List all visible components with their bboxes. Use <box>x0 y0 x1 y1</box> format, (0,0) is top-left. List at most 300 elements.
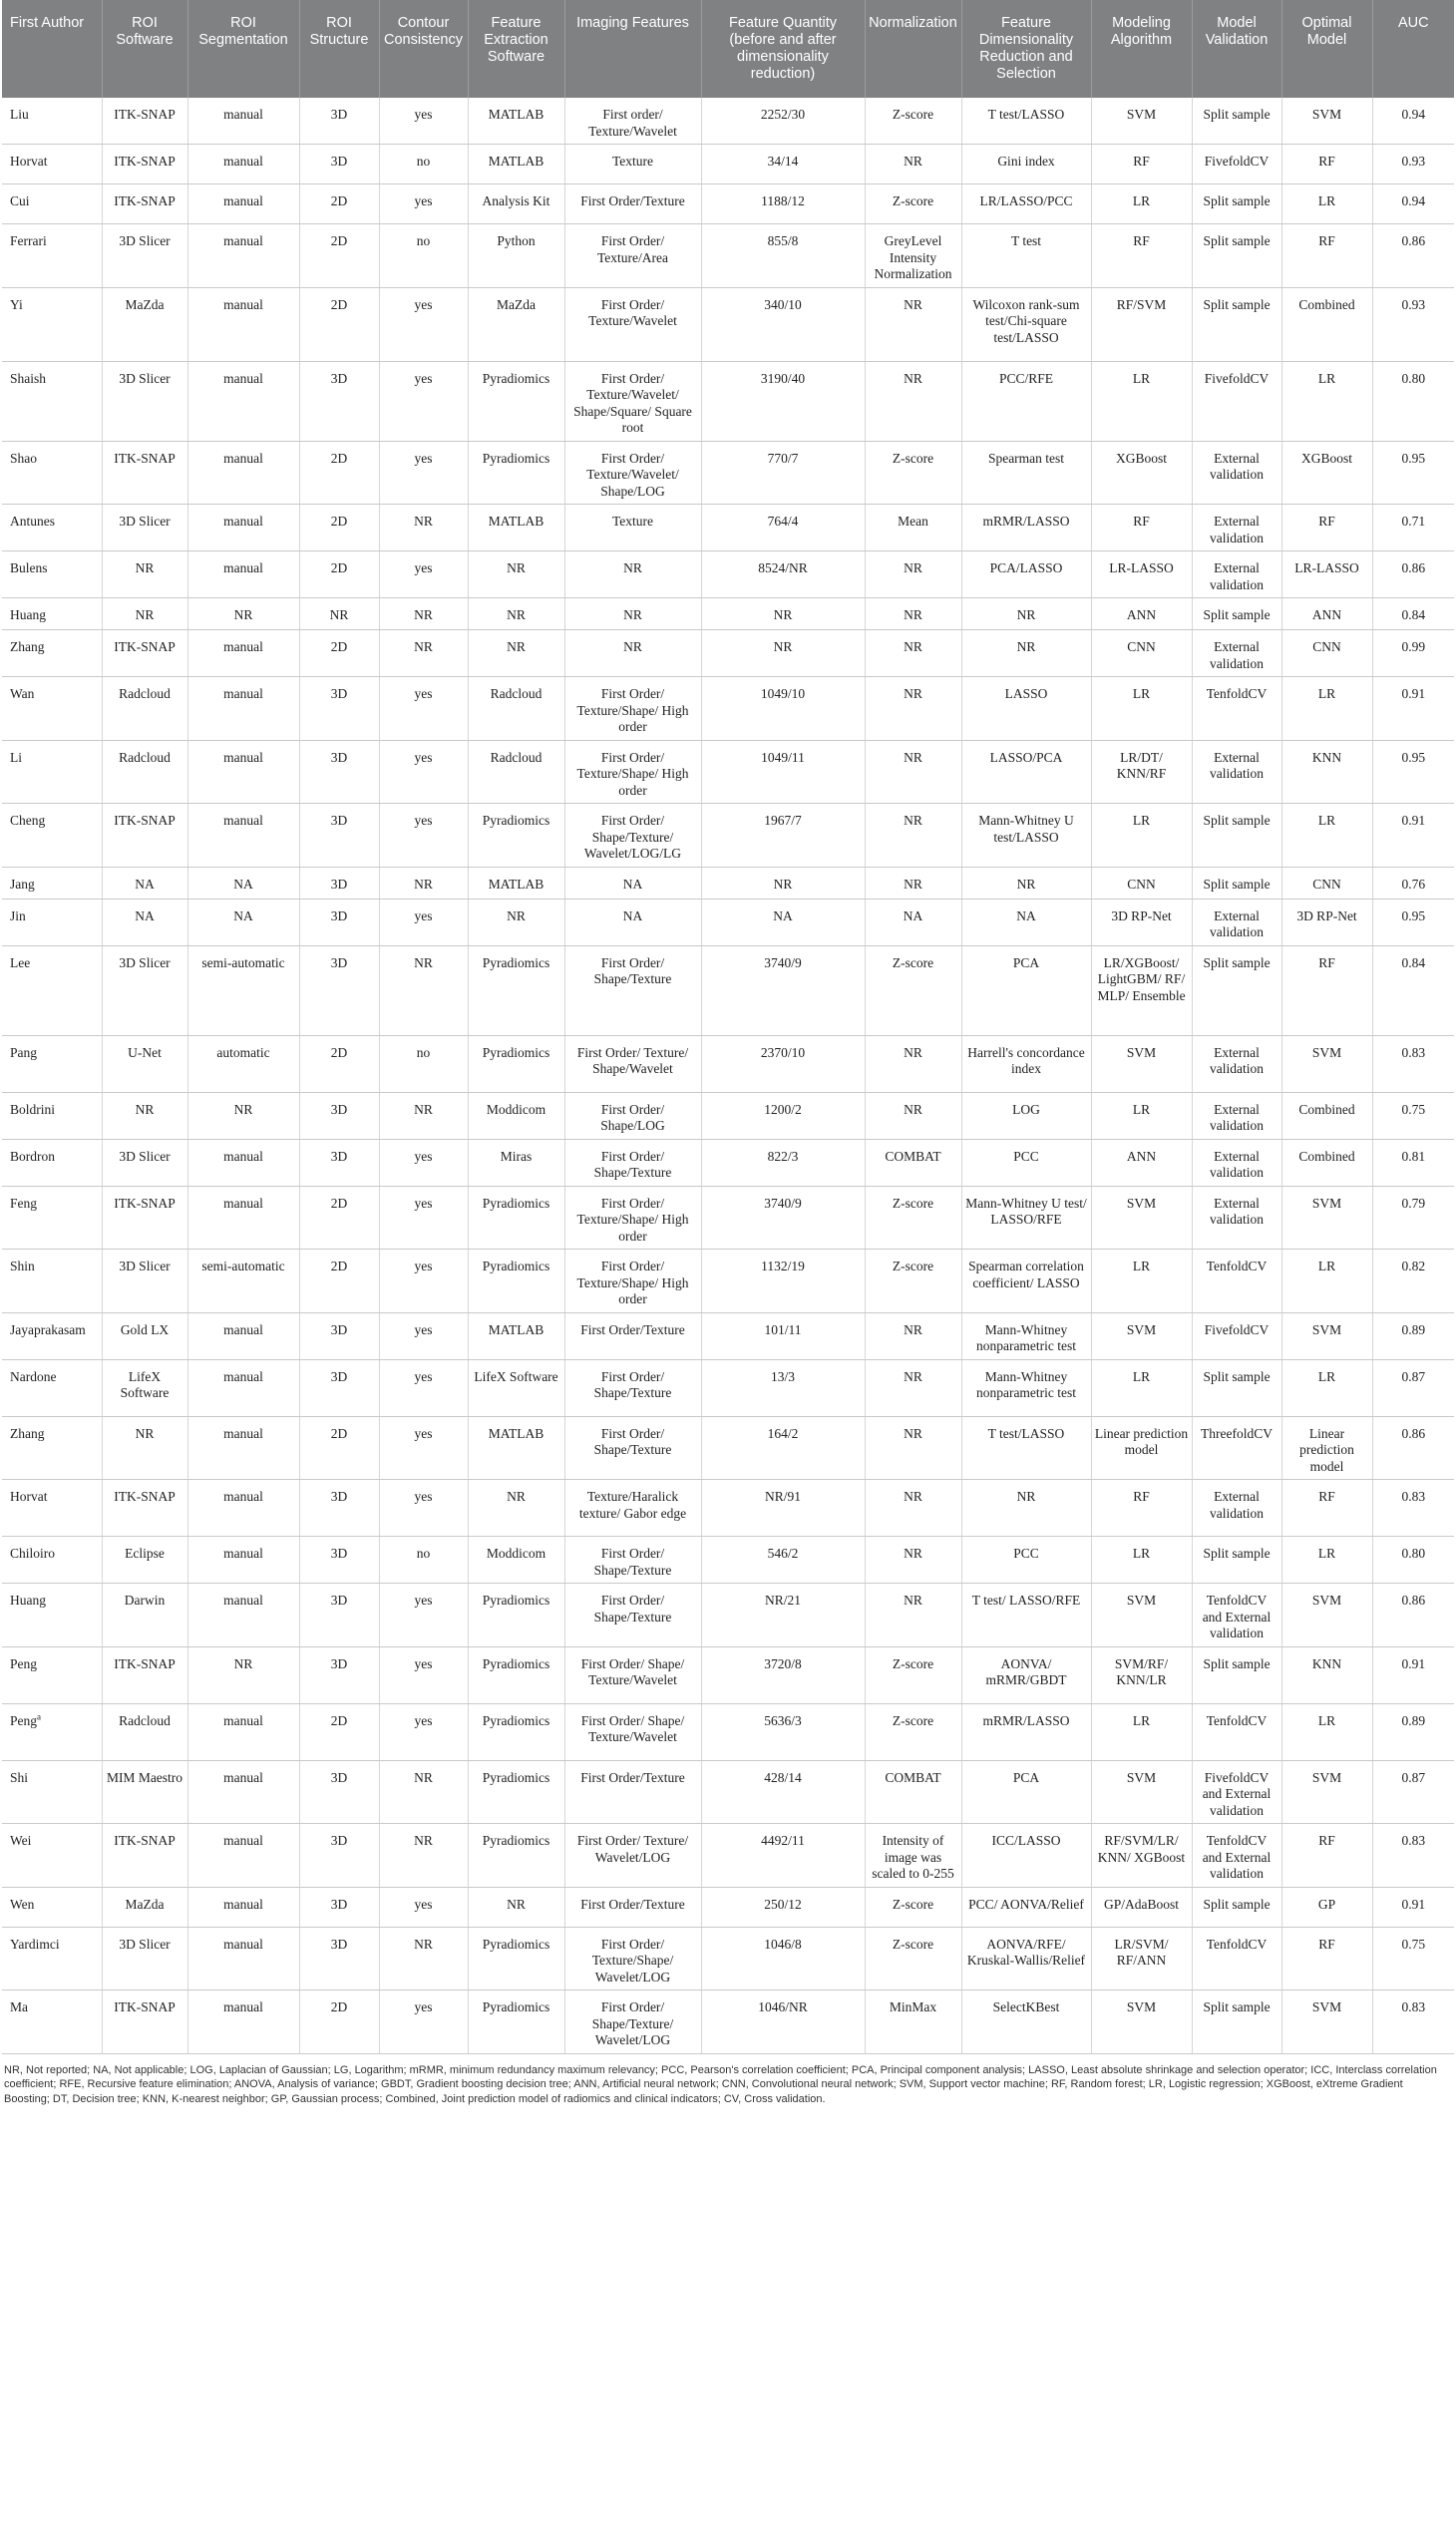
table-cell: SVM <box>1091 1186 1192 1250</box>
table-cell: ITK-SNAP <box>102 630 187 677</box>
table-cell: 0.83 <box>1372 1990 1454 2054</box>
table-cell: NR <box>865 551 961 598</box>
table-cell: Pyradiomics <box>468 1990 564 2054</box>
table-cell: 5636/3 <box>701 1703 865 1760</box>
table-cell: Z-score <box>865 184 961 224</box>
table-cell: 1188/12 <box>701 184 865 224</box>
table-cell: First Order/ Texture/Wavelet <box>564 287 701 361</box>
table-cell: 2D <box>299 1035 379 1092</box>
table-cell: yes <box>379 1416 468 1480</box>
table-cell: Spearman correlation coefficient/ LASSO <box>961 1250 1091 1313</box>
table-cell: manual <box>187 1537 299 1584</box>
table-cell: Split sample <box>1192 98 1281 145</box>
table-cell: NR <box>187 1092 299 1139</box>
table-cell: XGBoost <box>1091 441 1192 505</box>
table-cell: 3D Slicer <box>102 1927 187 1990</box>
table-cell: Z-score <box>865 1887 961 1927</box>
table-cell: KNN <box>1281 1646 1372 1703</box>
table-cell: LOG <box>961 1092 1091 1139</box>
table-header <box>2 0 1454 98</box>
table-cell: Pyradiomics <box>468 1584 564 1647</box>
table-cell: NR/91 <box>701 1480 865 1537</box>
table-cell: yes <box>379 740 468 804</box>
table-cell: SVM <box>1281 1990 1372 2054</box>
table-container <box>2 0 1454 2106</box>
table-cell: 2D <box>299 505 379 551</box>
column-header: Model Validation <box>1192 0 1281 98</box>
table-cell: manual <box>187 1584 299 1647</box>
table-row <box>2 287 1454 361</box>
table-cell: Moddicom <box>468 1537 564 1584</box>
table-cell: Shi <box>2 1760 102 1824</box>
table-cell: 101/11 <box>701 1312 865 1359</box>
table-cell: Mann-Whitney U test/LASSO <box>961 804 1091 868</box>
table-cell: Feng <box>2 1186 102 1250</box>
table-cell: 3D <box>299 1887 379 1927</box>
table-cell: First Order/ Texture/Shape/ Wavelet/LOG <box>564 1927 701 1990</box>
table-cell: Li <box>2 740 102 804</box>
table-cell: 3D <box>299 1139 379 1186</box>
table-cell: yes <box>379 361 468 441</box>
table-cell: External validation <box>1192 740 1281 804</box>
table-cell: 3D Slicer <box>102 224 187 288</box>
table-footnote: NR, Not reported; NA, Not applicable; LOG, Laplacian of Gaussian; LG, Logarithm; mRMR, minimum redundancy maximum relevancy; PCC, Pearson's correlation coefficient; PCA, Principal component analysis; LASSO, Least absolute shrinkage and selection operator; ICC, Interclass correlation coefficient; RFE, Recursive feature elimination; ANOVA, Analysis of variance; GBDT, Gradient boosting decision tree; ANN, Artificial neural network; CNN, Convolutional neural network; SVM, Support vector machine; RF, Random forest; LR, Logistic regression; XGBoost, eXtreme Gradient Boosting; DT, Decision tree; KNN, K-nearest neighbor; GP, Gaussian process; Combined, Joint prediction model of radiomics and clinical indicators; CV, Cross validation. <box>4 2063 1437 2105</box>
table-cell: yes <box>379 551 468 598</box>
table-cell: First Order/ Shape/Texture <box>564 1139 701 1186</box>
table-cell: 0.87 <box>1372 1760 1454 1824</box>
table-body <box>2 98 1454 2053</box>
table-cell: Pyradiomics <box>468 1927 564 1990</box>
table-cell: Split sample <box>1192 287 1281 361</box>
table-cell: T test <box>961 224 1091 288</box>
table-cell: First Order/ Shape/LOG <box>564 1092 701 1139</box>
table-cell: 2D <box>299 551 379 598</box>
table-cell: Linear prediction model <box>1281 1416 1372 1480</box>
table-cell: 1049/11 <box>701 740 865 804</box>
table-cell: Liu <box>2 98 102 145</box>
table-cell: mRMR/LASSO <box>961 505 1091 551</box>
table-cell: ANN <box>1091 1139 1192 1186</box>
column-header: ROI Structure <box>299 0 379 98</box>
table-cell: MATLAB <box>468 1416 564 1480</box>
table-cell: Pyradiomics <box>468 1703 564 1760</box>
table-cell: NR <box>379 598 468 630</box>
table-cell: 822/3 <box>701 1139 865 1186</box>
table-cell: Antunes <box>2 505 102 551</box>
column-header: Feature Quantity (before and after dimensionality reduction) <box>701 0 865 98</box>
table-cell: FivefoldCV <box>1192 1312 1281 1359</box>
table-cell: 0.91 <box>1372 804 1454 868</box>
table-cell: FivefoldCV <box>1192 145 1281 184</box>
table-cell: manual <box>187 361 299 441</box>
table-cell: Combined <box>1281 287 1372 361</box>
table-cell: Cheng <box>2 804 102 868</box>
table-cell: 0.93 <box>1372 145 1454 184</box>
table-cell: Pyradiomics <box>468 441 564 505</box>
table-cell: 3D <box>299 1646 379 1703</box>
table-cell: LR <box>1281 1537 1372 1584</box>
table-cell: 1046/NR <box>701 1990 865 2054</box>
table-cell: Split sample <box>1192 224 1281 288</box>
table-cell: 0.95 <box>1372 899 1454 945</box>
table-row <box>2 630 1454 677</box>
table-cell: Python <box>468 224 564 288</box>
table-cell: NR <box>299 598 379 630</box>
table-cell: Mean <box>865 505 961 551</box>
table-cell: Texture/Haralick texture/ Gabor edge <box>564 1480 701 1537</box>
column-header: Feature Dimensionality Reduction and Selection <box>961 0 1091 98</box>
table-cell: NR <box>961 1480 1091 1537</box>
table-cell: LR <box>1281 184 1372 224</box>
table-cell: manual <box>187 145 299 184</box>
table-cell: 0.99 <box>1372 630 1454 677</box>
table-row <box>2 1480 1454 1537</box>
table-row <box>2 1359 1454 1416</box>
table-cell: 0.76 <box>1372 867 1454 899</box>
table-row <box>2 361 1454 441</box>
table-row <box>2 184 1454 224</box>
table-cell: NR <box>187 1646 299 1703</box>
table-cell: yes <box>379 899 468 945</box>
table-cell: Z-score <box>865 1250 961 1313</box>
table-cell: NR <box>865 145 961 184</box>
table-cell: Split sample <box>1192 867 1281 899</box>
column-header: Normalization <box>865 0 961 98</box>
table-cell: LR <box>1281 1250 1372 1313</box>
table-cell: NR <box>379 505 468 551</box>
table-cell: NR <box>961 630 1091 677</box>
table-cell: yes <box>379 184 468 224</box>
table-cell: 250/12 <box>701 1887 865 1927</box>
table-cell: 0.86 <box>1372 1416 1454 1480</box>
table-cell: SVM <box>1091 98 1192 145</box>
table-cell: LR <box>1091 677 1192 741</box>
table-cell: NR <box>379 1760 468 1824</box>
table-cell: MATLAB <box>468 505 564 551</box>
table-cell: manual <box>187 505 299 551</box>
table-cell: First Order/Texture <box>564 1887 701 1927</box>
table-cell: 855/8 <box>701 224 865 288</box>
table-cell: Shin <box>2 1250 102 1313</box>
table-cell: NR <box>865 598 961 630</box>
table-cell: MinMax <box>865 1990 961 2054</box>
header-row <box>2 0 1454 98</box>
table-cell: First Order/ Shape/Texture <box>564 1537 701 1584</box>
table-cell: 3D <box>299 1480 379 1537</box>
table-cell: Jayaprakasam <box>2 1312 102 1359</box>
table-cell: 0.91 <box>1372 677 1454 741</box>
table-cell: LR <box>1091 1092 1192 1139</box>
table-cell: External validation <box>1192 1035 1281 1092</box>
table-cell: manual <box>187 1824 299 1888</box>
table-cell: Pyradiomics <box>468 1186 564 1250</box>
table-cell: 2D <box>299 1416 379 1480</box>
table-cell: NR <box>865 361 961 441</box>
table-cell: ICC/LASSO <box>961 1824 1091 1888</box>
table-cell: yes <box>379 677 468 741</box>
table-cell: LR <box>1281 804 1372 868</box>
table-cell: 3D <box>299 804 379 868</box>
table-row <box>2 551 1454 598</box>
table-cell: LR/LASSO/PCC <box>961 184 1091 224</box>
table-cell: 0.80 <box>1372 361 1454 441</box>
table-cell: Split sample <box>1192 804 1281 868</box>
table-cell: manual <box>187 677 299 741</box>
table-cell: 770/7 <box>701 441 865 505</box>
table-cell: RF/SVM/LR/ KNN/ XGBoost <box>1091 1824 1192 1888</box>
table-cell: SelectKBest <box>961 1990 1091 2054</box>
table-cell: Pyradiomics <box>468 1760 564 1824</box>
table-cell: NR <box>102 1416 187 1480</box>
table-cell: NA <box>187 867 299 899</box>
table-cell: Chiloiro <box>2 1537 102 1584</box>
table-cell: NR <box>468 551 564 598</box>
table-cell: 3D RP-Net <box>1091 899 1192 945</box>
table-cell: 164/2 <box>701 1416 865 1480</box>
table-cell: TenfoldCV <box>1192 1703 1281 1760</box>
table-cell: SVM <box>1281 1760 1372 1824</box>
table-cell: NR <box>102 551 187 598</box>
table-cell: manual <box>187 551 299 598</box>
table-cell: Wen <box>2 1887 102 1927</box>
table-cell: 3740/9 <box>701 945 865 1035</box>
column-header: Imaging Features <box>564 0 701 98</box>
table-cell: LR/SVM/ RF/ANN <box>1091 1927 1192 1990</box>
table-cell: Zhang <box>2 630 102 677</box>
table-cell: LR <box>1091 1250 1192 1313</box>
table-cell: MaZda <box>468 287 564 361</box>
table-cell: NR <box>102 598 187 630</box>
table-row <box>2 1537 1454 1584</box>
table-cell: NR <box>865 1035 961 1092</box>
table-cell: First order/ Texture/Wavelet <box>564 98 701 145</box>
table-cell: LR <box>1281 1359 1372 1416</box>
table-cell: LR-LASSO <box>1091 551 1192 598</box>
table-cell: yes <box>379 1646 468 1703</box>
table-cell: Z-score <box>865 945 961 1035</box>
table-cell: External validation <box>1192 1186 1281 1250</box>
table-cell: manual <box>187 1990 299 2054</box>
table-cell: 4492/11 <box>701 1824 865 1888</box>
table-cell: CNN <box>1281 630 1372 677</box>
table-row <box>2 1990 1454 2054</box>
table-cell: SVM <box>1281 1312 1372 1359</box>
table-cell: NR <box>379 1824 468 1888</box>
table-cell: manual <box>187 1186 299 1250</box>
table-cell: RF <box>1281 1824 1372 1888</box>
table-cell: Mann-Whitney U test/ LASSO/RFE <box>961 1186 1091 1250</box>
table-cell: External validation <box>1192 630 1281 677</box>
table-cell: Split sample <box>1192 1359 1281 1416</box>
table-row <box>2 98 1454 145</box>
table-cell: Split sample <box>1192 1887 1281 1927</box>
table-cell: 13/3 <box>701 1359 865 1416</box>
table-row <box>2 1139 1454 1186</box>
table-cell: 3D <box>299 1537 379 1584</box>
table-cell: SVM <box>1281 98 1372 145</box>
table-row <box>2 677 1454 741</box>
table-cell: mRMR/LASSO <box>961 1703 1091 1760</box>
table-cell: Harrell's concordance index <box>961 1035 1091 1092</box>
table-cell: RF <box>1091 1480 1192 1537</box>
table-cell: PCC/ AONVA/Relief <box>961 1887 1091 1927</box>
table-cell: MaZda <box>102 1887 187 1927</box>
table-cell: External validation <box>1192 551 1281 598</box>
table-cell: 428/14 <box>701 1760 865 1824</box>
table-cell: Ma <box>2 1990 102 2054</box>
table-cell: Huang <box>2 598 102 630</box>
table-cell: semi-automatic <box>187 1250 299 1313</box>
table-cell: manual <box>187 287 299 361</box>
table-cell: NR <box>187 598 299 630</box>
table-cell: Mann-Whitney nonparametric test <box>961 1359 1091 1416</box>
table-cell: Split sample <box>1192 1990 1281 2054</box>
table-cell: yes <box>379 1139 468 1186</box>
table-cell: RF <box>1281 945 1372 1035</box>
table-cell: NR <box>564 598 701 630</box>
table-cell: Z-score <box>865 1186 961 1250</box>
table-cell: Radcloud <box>102 677 187 741</box>
table-cell: RF <box>1281 505 1372 551</box>
column-header: Modeling Algorithm <box>1091 0 1192 98</box>
table-cell: Split sample <box>1192 945 1281 1035</box>
table-cell: First Order/ Shape/ Texture/Wavelet <box>564 1646 701 1703</box>
table-row <box>2 740 1454 804</box>
table-cell: 340/10 <box>701 287 865 361</box>
column-header: ROI Software <box>102 0 187 98</box>
table-cell: NR <box>379 867 468 899</box>
table-row <box>2 1312 1454 1359</box>
table-cell: yes <box>379 1990 468 2054</box>
table-cell: 0.83 <box>1372 1824 1454 1888</box>
table-cell: NR <box>865 287 961 361</box>
table-cell: Yi <box>2 287 102 361</box>
table-cell: MIM Maestro <box>102 1760 187 1824</box>
table-row <box>2 945 1454 1035</box>
table-cell: no <box>379 145 468 184</box>
table-cell: Pyradiomics <box>468 945 564 1035</box>
table-cell: First Order/ Texture/Wavelet/ Shape/Square/ Square root <box>564 361 701 441</box>
table-cell: 3D <box>299 1584 379 1647</box>
table-cell: NR <box>468 630 564 677</box>
table-cell: LASSO <box>961 677 1091 741</box>
table-cell: 0.84 <box>1372 945 1454 1035</box>
table-cell: External validation <box>1192 441 1281 505</box>
table-cell: Jang <box>2 867 102 899</box>
table-cell: First Order/ Texture/Wavelet/ Shape/LOG <box>564 441 701 505</box>
table-cell: manual <box>187 1887 299 1927</box>
table-cell: 3720/8 <box>701 1646 865 1703</box>
table-row <box>2 1887 1454 1927</box>
table-cell: 3D <box>299 1760 379 1824</box>
table-cell: 0.82 <box>1372 1250 1454 1313</box>
table-cell: SVM <box>1091 1035 1192 1092</box>
table-cell: External validation <box>1192 1092 1281 1139</box>
table-cell: 1200/2 <box>701 1092 865 1139</box>
table-cell: 2D <box>299 1990 379 2054</box>
column-header: Contour Consistency <box>379 0 468 98</box>
table-cell: LR <box>1091 804 1192 868</box>
table-cell: no <box>379 224 468 288</box>
table-cell: ITK-SNAP <box>102 145 187 184</box>
table-cell: Pyradiomics <box>468 1824 564 1888</box>
table-cell: Zhang <box>2 1416 102 1480</box>
table-cell: Radcloud <box>102 740 187 804</box>
table-cell: 0.89 <box>1372 1703 1454 1760</box>
table-cell: CNN <box>1091 867 1192 899</box>
table-cell: Z-score <box>865 441 961 505</box>
table-cell: Shao <box>2 441 102 505</box>
column-header: ROI Segmentation <box>187 0 299 98</box>
table-cell: LR/DT/ KNN/RF <box>1091 740 1192 804</box>
table-cell: SVM <box>1281 1186 1372 1250</box>
table-cell: manual <box>187 1312 299 1359</box>
table-cell: RF <box>1091 224 1192 288</box>
table-cell: 3D <box>299 98 379 145</box>
table-cell: Pyradiomics <box>468 1035 564 1092</box>
table-cell: T test/LASSO <box>961 1416 1091 1480</box>
table-cell: Nardone <box>2 1359 102 1416</box>
table-cell: Wei <box>2 1824 102 1888</box>
table-cell: no <box>379 1035 468 1092</box>
table-cell: NR <box>701 630 865 677</box>
table-cell: Peng <box>2 1646 102 1703</box>
table-cell: NR <box>865 630 961 677</box>
table-cell: NR <box>701 867 865 899</box>
table-cell: 2D <box>299 1703 379 1760</box>
table-cell: yes <box>379 287 468 361</box>
table-cell: 3D <box>299 677 379 741</box>
table-cell: First Order/Texture <box>564 184 701 224</box>
table-cell: External validation <box>1192 505 1281 551</box>
table-cell: manual <box>187 740 299 804</box>
table-cell: 3D <box>299 1927 379 1990</box>
table-cell: RF/SVM <box>1091 287 1192 361</box>
table-cell: LifeX Software <box>102 1359 187 1416</box>
table-cell: NR <box>379 1927 468 1990</box>
table-cell: manual <box>187 1703 299 1760</box>
table-cell: COMBAT <box>865 1760 961 1824</box>
table-cell: ITK-SNAP <box>102 98 187 145</box>
table-cell: Moddicom <box>468 1092 564 1139</box>
table-cell: First Order/ Texture/Shape/ High order <box>564 1250 701 1313</box>
table-cell: yes <box>379 1250 468 1313</box>
table-cell: NR <box>865 1312 961 1359</box>
footnote-marker: a <box>37 1711 41 1721</box>
table-row <box>2 505 1454 551</box>
table-cell: 1967/7 <box>701 804 865 868</box>
table-cell: Z-score <box>865 98 961 145</box>
table-cell: 0.86 <box>1372 1584 1454 1647</box>
table-cell: 3D <box>299 145 379 184</box>
table-cell: Eclipse <box>102 1537 187 1584</box>
table-cell: NR <box>701 598 865 630</box>
table-cell: 3D <box>299 1824 379 1888</box>
table-cell: ThreefoldCV <box>1192 1416 1281 1480</box>
table-cell: manual <box>187 98 299 145</box>
table-cell: SVM <box>1091 1990 1192 2054</box>
table-cell: Z-score <box>865 1927 961 1990</box>
table-row <box>2 1927 1454 1990</box>
table-row <box>2 1703 1454 1760</box>
table-cell: yes <box>379 1887 468 1927</box>
table-cell: First Order/ Texture/Shape/ High order <box>564 740 701 804</box>
column-header: AUC <box>1372 0 1454 98</box>
table-cell: Radcloud <box>468 677 564 741</box>
column-header: Optimal Model <box>1281 0 1372 98</box>
table-cell: 546/2 <box>701 1537 865 1584</box>
table-cell: 0.83 <box>1372 1035 1454 1092</box>
